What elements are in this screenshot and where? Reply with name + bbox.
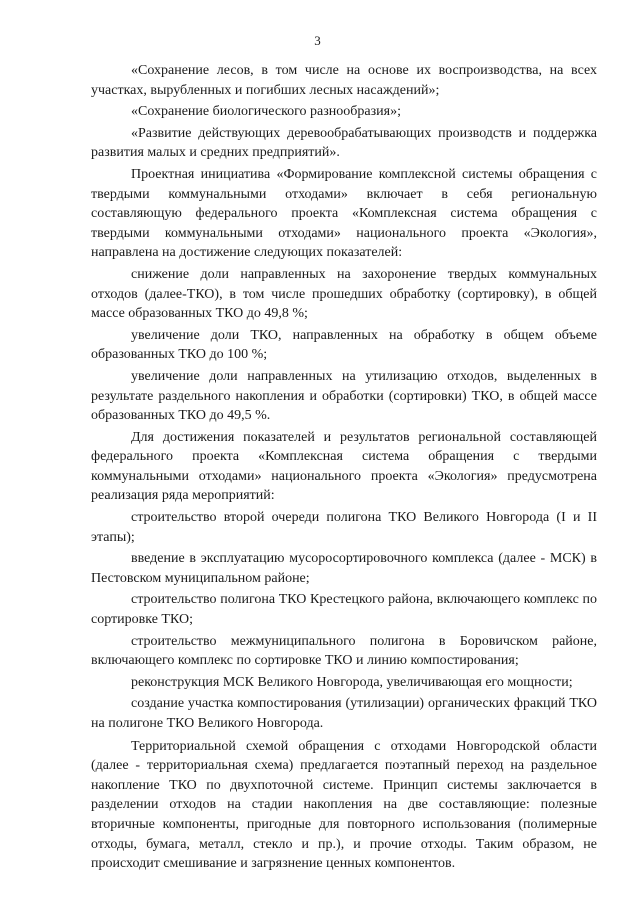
paragraph-indicator-utilization: увеличение доли направленных на утилизацию отходов, выделенных в результате раздельного накопления и обработки (сортировки) ТКО, в общей массе образованных ТКО до 49,5 %.	[91, 368, 597, 424]
paragraph-measure-composting: создание участка компостирования (утилизации) органических фракций ТКО на полигоне ТКО Великого Новгорода.	[91, 696, 597, 731]
paragraph-measure-msk-reconstruction: реконструкция МСК Великого Новгорода, увеличивающая его мощности;	[131, 674, 573, 690]
paragraph-territorial-scheme: Территориальной схемой обращения с отходами Новгородской области (далее - территориальная схема) предлагается поэтапный переход на раздельное накопление ТКО по двухпоточной системе. Принцип системы заключается в разделении отходов на стадии накопления на две составляющие: полезные вторичные компоненты, пригодные для повторного использования (полимерные отходы, бумага, металл, стекло и пр.), и прочие отходы. Таким образом, не происходит смешивание и загрязнение ценных компонентов.	[91, 738, 597, 872]
paragraph-measures-intro: Для достижения показателей и результатов региональной составляющей федерального проекта «Комплексная система обращения с твердыми коммунальными отходами» национального проекта «Экология» предусмотрена реализация ряда мероприятий:	[91, 429, 597, 504]
paragraph-waste-initiative: Проектная инициатива «Формирование комплексной системы обращения с твердыми коммунальными отходами» включает в себя региональную составляющую федерального проекта «Комплексная система обращения с твердыми коммунальными отходами» национального проекта «Экология», направлена на достижение следующих показателей:	[91, 166, 597, 261]
paragraph-biodiversity: «Сохранение биологического разнообразия»;	[131, 104, 401, 120]
paragraph-measure-msk-pestovo: введение в эксплуатацию мусоросортировочного комплекса (далее - МСК) в Пестовском муниципальном районе;	[91, 551, 597, 586]
paragraph-measure-landfill-novgorod: строительство второй очереди полигона ТКО Великого Новгорода (I и II этапы);	[91, 510, 597, 545]
paragraph-forests: «Сохранение лесов, в том числе на основе их воспроизводства, на всех участках, вырубленных и погибших лесных насаждений»;	[91, 63, 597, 98]
page-number: 3	[314, 33, 321, 48]
document-body	[91, 61, 597, 876]
paragraph-indicator-landfill: снижение доли направленных на захоронение твердых коммунальных отходов (далее-ТКО), в том числе прошедших обработку (сортировку), в общей массе образованных ТКО до 49,8 %;	[91, 266, 597, 322]
paragraph-indicator-processing: увеличение доли ТКО, направленных на обработку в общем объеме образованных ТКО до 100 %;	[91, 327, 597, 363]
paragraph-measure-landfill-krestcy: строительство полигона ТКО Крестецкого района, включающего комплекс по сортировке ТКО;	[91, 592, 597, 628]
paragraph-measure-landfill-borovichi: строительство межмуниципального полигона в Боровичском районе, включающего комплекс по сортировке ТКО и линию компостирования;	[91, 633, 597, 669]
paragraph-woodworking: «Развитие действующих деревообрабатывающих производств и поддержка развития малых и средних предприятий».	[91, 125, 597, 161]
